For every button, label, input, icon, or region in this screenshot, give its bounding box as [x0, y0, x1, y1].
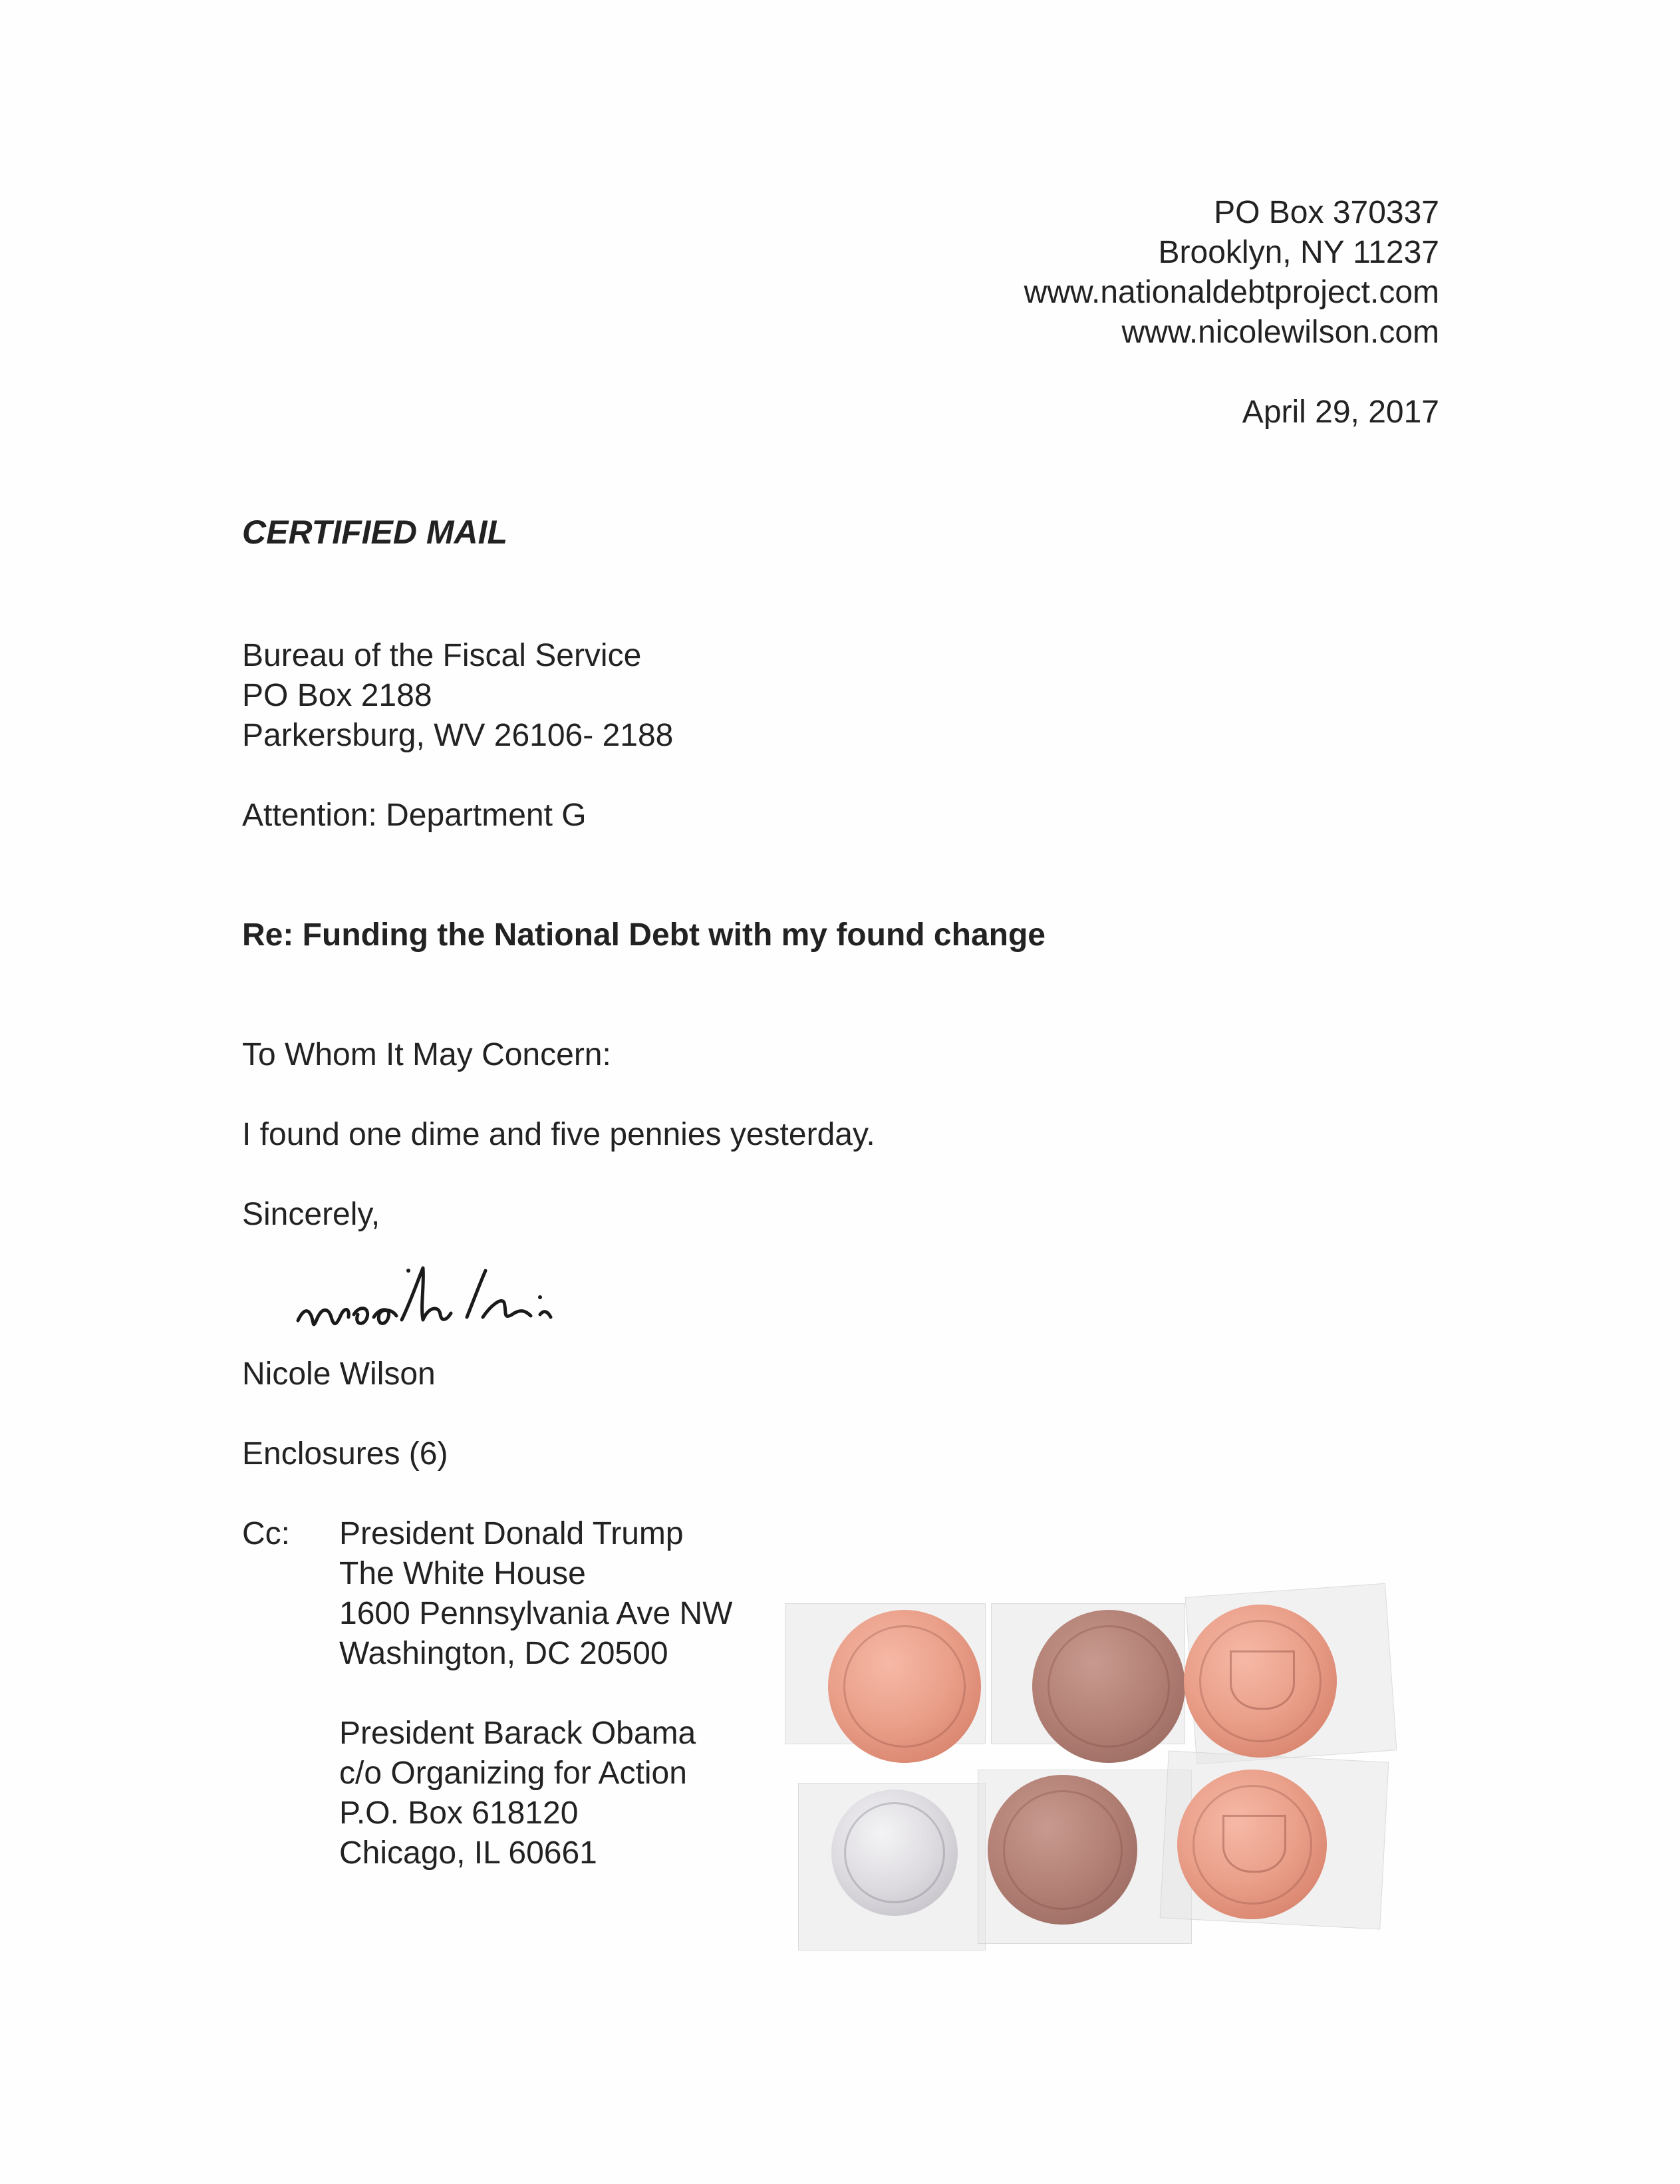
- enclosures-line: Enclosures (6): [242, 1436, 448, 1472]
- salutation: To Whom It May Concern:: [242, 1037, 611, 1072]
- attention-line: Attention: Department G: [242, 798, 587, 833]
- cc-2-city: Chicago, IL 60661: [339, 1835, 597, 1871]
- cc-2-org: c/o Organizing for Action: [339, 1756, 687, 1791]
- penny-coin: [1032, 1610, 1185, 1763]
- certified-mail-heading: CERTIFIED MAIL: [242, 514, 508, 551]
- enclosed-coins: [778, 1590, 1397, 1962]
- penny-coin: [1184, 1605, 1337, 1758]
- penny-coin: [988, 1775, 1137, 1925]
- signature-image: [293, 1251, 652, 1350]
- closing: Sincerely,: [242, 1197, 380, 1232]
- cc-2-name: President Barack Obama: [339, 1716, 696, 1751]
- cc-2-po-box: P.O. Box 618120: [339, 1795, 579, 1831]
- sender-city: Brooklyn, NY 11237: [1158, 235, 1439, 270]
- recipient-city: Parkersburg, WV 26106- 2188: [242, 718, 674, 753]
- sender-website-1: www.nationaldebtproject.com: [1024, 275, 1439, 310]
- sender-name: Nicole Wilson: [242, 1356, 436, 1392]
- sender-address: [1024, 193, 1439, 353]
- penny-coin: [1177, 1770, 1327, 1919]
- cc-label: Cc:: [242, 1516, 290, 1551]
- recipient-name: Bureau of the Fiscal Service: [242, 638, 642, 673]
- sender-website-2: www.nicolewilson.com: [1121, 315, 1439, 350]
- cc-1-city: Washington, DC 20500: [339, 1636, 668, 1671]
- penny-coin: [828, 1610, 981, 1763]
- cc-1-name: President Donald Trump: [339, 1516, 684, 1551]
- cc-1-street: 1600 Pennsylvania Ave NW: [339, 1596, 733, 1631]
- cc-1-org: The White House: [339, 1556, 586, 1591]
- body-text: I found one dime and five pennies yesterday.: [242, 1117, 875, 1152]
- subject-line: Re: Funding the National Debt with my found change: [242, 917, 1046, 953]
- letter-date: April 29, 2017: [1242, 394, 1439, 430]
- dime-coin: [831, 1790, 958, 1916]
- recipient-po-box: PO Box 2188: [242, 678, 432, 713]
- sender-po-box: PO Box 370337: [1214, 195, 1439, 230]
